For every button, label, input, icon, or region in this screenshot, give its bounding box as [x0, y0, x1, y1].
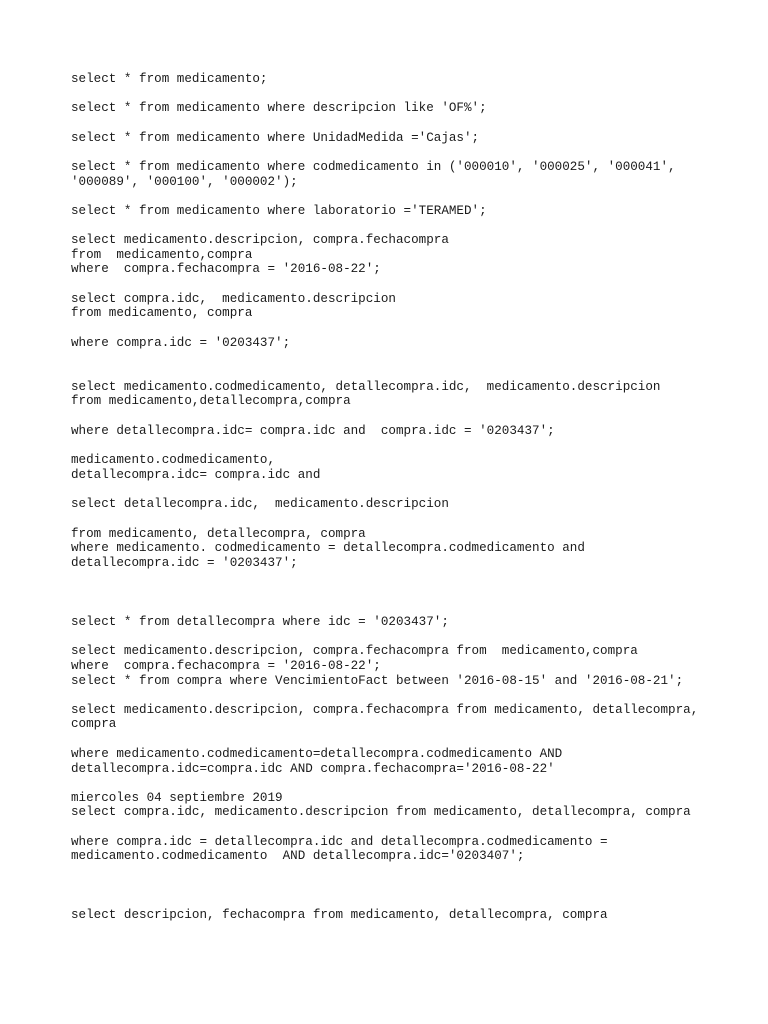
sql-line: medicamento.codmedicamento,: [71, 453, 276, 467]
sql-line: medicamento.codmedicamento AND detallecompra.idc='0203407';: [71, 849, 525, 863]
sql-line: where compra.fechacompra = '2016-08-22';: [71, 659, 381, 673]
sql-line: select * from medicamento where codmedicamento in ('000010', '000025', '000041',: [71, 160, 676, 174]
sql-line: detallecompra.idc = '0203437';: [71, 556, 298, 570]
sql-line: where medicamento. codmedicamento = detallecompra.codmedicamento and: [71, 541, 585, 555]
sql-line: select * from compra where VencimientoFact between '2016-08-15' and '2016-08-21';: [71, 674, 684, 688]
sql-line: where medicamento.codmedicamento=detallecompra.codmedicamento AND: [71, 747, 563, 761]
sql-line: compra: [71, 717, 117, 731]
sql-line: where compra.fechacompra = '2016-08-22';: [71, 262, 381, 276]
sql-line: from medicamento,compra: [71, 248, 253, 262]
sql-line: where compra.idc = '0203437';: [71, 336, 291, 350]
sql-line: select compra.idc, medicamento.descripcion: [71, 292, 396, 306]
sql-line: select compra.idc, medicamento.descripcion from medicamento, detallecompra, compra: [71, 805, 691, 819]
sql-line: select * from medicamento where descripcion like 'OF%';: [71, 101, 487, 115]
sql-line: where detallecompra.idc= compra.idc and compra.idc = '0203437';: [71, 424, 555, 438]
sql-line: detallecompra.idc= compra.idc and: [71, 468, 321, 482]
sql-line: select descripcion, fechacompra from medicamento, detallecompra, compra: [71, 908, 608, 922]
sql-line: detallecompra.idc=compra.idc AND compra.fechacompra='2016-08-22': [71, 762, 555, 776]
sql-line: from medicamento, compra: [71, 306, 253, 320]
sql-line: select medicamento.descripcion, compra.fechacompra: [71, 233, 449, 247]
sql-line: from medicamento, detallecompra, compra: [71, 527, 366, 541]
sql-line: select * from medicamento where UnidadMedida ='Cajas';: [71, 131, 480, 145]
sql-line: where compra.idc = detallecompra.idc and detallecompra.codmedicamento =: [71, 835, 608, 849]
sql-line: select * from medicamento;: [71, 72, 268, 86]
sql-line: select * from medicamento where laboratorio ='TERAMED';: [71, 204, 487, 218]
sql-line: select medicamento.descripcion, compra.fechacompra from medicamento,compra: [71, 644, 638, 658]
sql-line: from medicamento,detallecompra,compra: [71, 394, 351, 408]
sql-line: select medicamento.descripcion, compra.fechacompra from medicamento, detallecompra,: [71, 703, 699, 717]
sql-line: select detallecompra.idc, medicamento.descripcion: [71, 497, 449, 511]
sql-line: '000089', '000100', '000002');: [71, 175, 298, 189]
sql-line: select medicamento.codmedicamento, detallecompra.idc, medicamento.descripcion: [71, 380, 661, 394]
sql-line: select * from detallecompra where idc = '0203437';: [71, 615, 449, 629]
date-note: miercoles 04 septiembre 2019: [71, 791, 283, 805]
